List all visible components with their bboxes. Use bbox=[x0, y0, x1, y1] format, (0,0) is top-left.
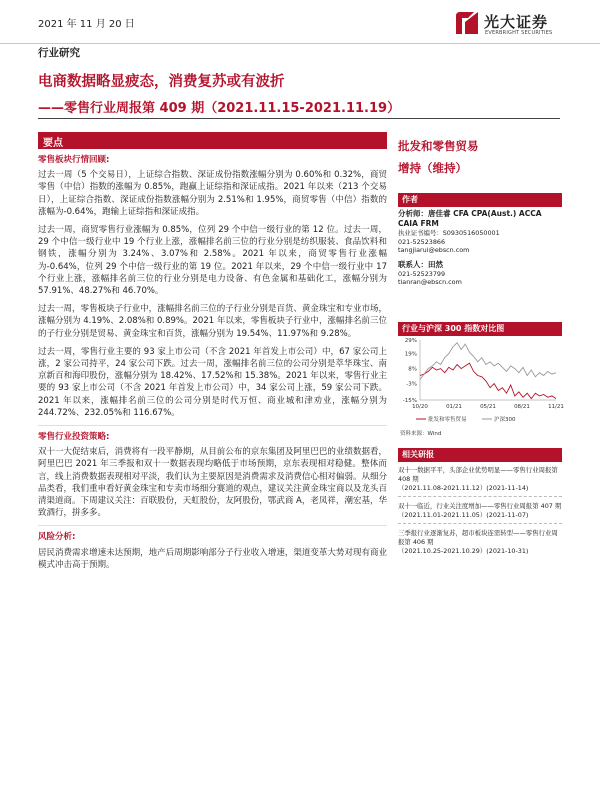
rating-value: 增持（维持） bbox=[398, 161, 467, 175]
related-reports-header: 相关研报 bbox=[398, 448, 562, 462]
related-report-item[interactable] bbox=[398, 527, 562, 559]
author-header: 作者 bbox=[398, 193, 562, 207]
company-logo bbox=[452, 8, 564, 42]
logo-name-en: EVERBRIGHT SECURITIES bbox=[485, 30, 553, 36]
index-comparison-chart bbox=[398, 336, 562, 439]
y-tick-label: -3% bbox=[406, 381, 417, 388]
x-tick-label: 11/21 bbox=[548, 404, 564, 410]
y-tick-label: 19% bbox=[404, 351, 417, 358]
legend-label: 沪深300 bbox=[494, 417, 516, 423]
x-tick-label: 08/21 bbox=[514, 404, 530, 410]
market-review-paragraph-3: 过去一周，零售板块子行业中，涨幅排名前三位的子行业分别是百货、黄金珠宝和专业市场，涨幅分别为 4.19%、2.08%和 0.89%。2021 年以来，零售板块子行业中，涨幅排名前三位的子行业分别是贸易、黄金珠宝和百货，涨幅分别为 19.54%、11.97%和 9.28%。 bbox=[38, 304, 387, 339]
analyst-name: 分析师：唐佳睿 CFA CPA(Aust.) ACCA CAIA FRM bbox=[398, 209, 542, 228]
related-report-item[interactable] bbox=[398, 464, 562, 497]
contact-email[interactable]: tianran@ebscn.com bbox=[398, 278, 462, 286]
series-line bbox=[420, 363, 556, 398]
related-report-title: 双十一数据平平，头部企业优势明显——零售行业周报第 408 期 bbox=[398, 466, 558, 483]
license-number: 执业证书编号：S0930516050001 bbox=[398, 229, 500, 237]
related-report-item[interactable] bbox=[398, 500, 562, 524]
related-reports-list bbox=[398, 464, 562, 562]
chart-source: 资料来源：Wind bbox=[400, 431, 442, 437]
header-divider bbox=[0, 43, 600, 44]
related-report-date: （2021.11.01-2021.11.05）(2021-11-07) bbox=[398, 511, 529, 519]
related-report-title: 双十一临近，行业关注度增加——零售行业周报第 407 期 bbox=[398, 502, 562, 510]
report-subtitle: ——零售行业周报第 409 期（2021.11.15-2021.11.19） bbox=[38, 101, 401, 116]
section-divider bbox=[38, 525, 387, 529]
analyst-email[interactable]: tangjiarui@ebscn.com bbox=[398, 246, 470, 254]
author-block bbox=[398, 209, 562, 287]
y-tick-label: 8% bbox=[408, 366, 417, 373]
market-review-paragraph-1: 过去一周（5 个交易日），上证综合指数、深证成份指数涨幅分别为 0.60%和 0.32%，商贸零售（中信）指数的涨幅为 0.85%，跑赢上证综指和深证成指。2021 年以来（213 个交易日），上证综合指数、深证成份指数涨幅分别为 2.51%和 1.95%，商贸零售（中信）指数的涨幅为-0.64%，跑输上证综指和深证成指。 bbox=[38, 170, 387, 217]
market-review-paragraph-4: 过去一周，零售行业主要的 93 家上市公司（不含 2021 年首发上市公司）中，67 家公司上涨，2 家公司持平，24 家公司下跌。过去一周，涨幅排名前三位的公司分别是萃华珠宝、南京新百和海印股份，涨幅分别为 18.42%、17.52%和 15.38%。2021 年以来，零售行业主要的 93 家上市公司（不含 2021 年首发上市公司）中，34 家公司上涨，59 家公司下跌。2021 年以来，涨幅排名前三位的公司分别是时代万恒、商业城和津劝业，涨幅分别为 244.72%、232.05%和 116.67%。 bbox=[38, 346, 387, 418]
y-tick-label: -15% bbox=[402, 398, 417, 404]
contact-phone: 021-52523799 bbox=[398, 269, 446, 278]
section-label: 行业研究 bbox=[38, 47, 80, 59]
risk-heading: 风险分析: bbox=[38, 532, 76, 543]
x-tick-label: 05/21 bbox=[480, 404, 496, 410]
market-review-heading: 零售板块行情回顾: bbox=[38, 155, 110, 165]
keypoints-header: 要点 bbox=[38, 132, 387, 149]
rating-category: 批发和零售贸易 bbox=[398, 139, 479, 153]
related-report-date: （2021.11.08-2021.11.12）(2021-11-14) bbox=[398, 484, 529, 492]
section-divider bbox=[38, 425, 387, 429]
analyst-phone: 021-52523866 bbox=[398, 237, 446, 246]
market-review-paragraph-2: 过去一周，商贸零售行业涨幅为 0.85%，位列 29 个中信一级行业的第 12 位。过去一周，29 个中信一级行业中 19 个行业上涨，涨幅排名前三位的行业分别是纺织服装、食品饮料和钢铁，涨幅分别为 3.24%、3.07%和 2.58%。2021 年以来，商贸零售行业涨幅为-0.64%，位列 29 个中信一级行业的第 19 位。2021 年以来，29 个中信一级行业中 17 个行业上涨，涨幅排名前三位的行业分别是电力设备、有色金属和基础化工，涨幅分别为 57.91%、48.27%和 46.70%。 bbox=[38, 225, 387, 297]
report-date: 2021 年 11 月 20 日 bbox=[38, 19, 135, 30]
y-tick-label: 29% bbox=[404, 338, 417, 344]
x-tick-label: 01/21 bbox=[446, 404, 462, 410]
logo-mark-icon bbox=[452, 8, 482, 38]
legend-label: 批发和零售贸易 bbox=[428, 417, 467, 423]
strategy-paragraph: 双十一大促结束后，消费将有一段平静期，从目前公布的京东集团及阿里巴巴的业绩数据看，阿里巴巴 2021 年三季报和双十一数据表现均略低于市场预期，京东表现相对稳健。整体而言，线上消费数据表现相对平淡，我们认为主要原因是消费需求及消费信心相对偏弱。从细分品类看，我们重申看好黄金珠宝和专卖市场细分赛道的观点，建议关注黄金珠宝商以及龙头百清渠道商。下周建议关注：百联股份，天虹股份，友阿股份，鄂武商 A，老凤祥，潮宏基，华致酒行，拼多多。 bbox=[38, 447, 387, 519]
chart-header: 行业与沪深 300 指数对比图 bbox=[398, 322, 562, 336]
x-tick-label: 10/20 bbox=[412, 404, 428, 410]
title-divider bbox=[38, 118, 560, 119]
risk-paragraph: 居民消费需求增速未达预期，地产后周期影响部分子行业收入增速，渠道变革大势对现有商业模式冲击高于预期。 bbox=[38, 547, 387, 570]
logo-name-cn: 光大证券 bbox=[484, 13, 549, 31]
related-report-title: 三季报行业逐渐复苏，超市板块连需转型——零售行业周报第 406 期 bbox=[398, 529, 558, 546]
series-line bbox=[420, 343, 556, 380]
report-title: 电商数据略显疲态，消费复苏或有波折 bbox=[38, 74, 285, 90]
keypoints-body bbox=[38, 152, 387, 577]
related-report-date: （2021.10.25-2021.10.29）(2021-10-31) bbox=[398, 547, 529, 555]
strategy-heading: 零售行业投资策略: bbox=[38, 432, 110, 443]
chart-svg bbox=[398, 336, 562, 439]
contact-name: 联系人：田然 bbox=[398, 259, 443, 269]
